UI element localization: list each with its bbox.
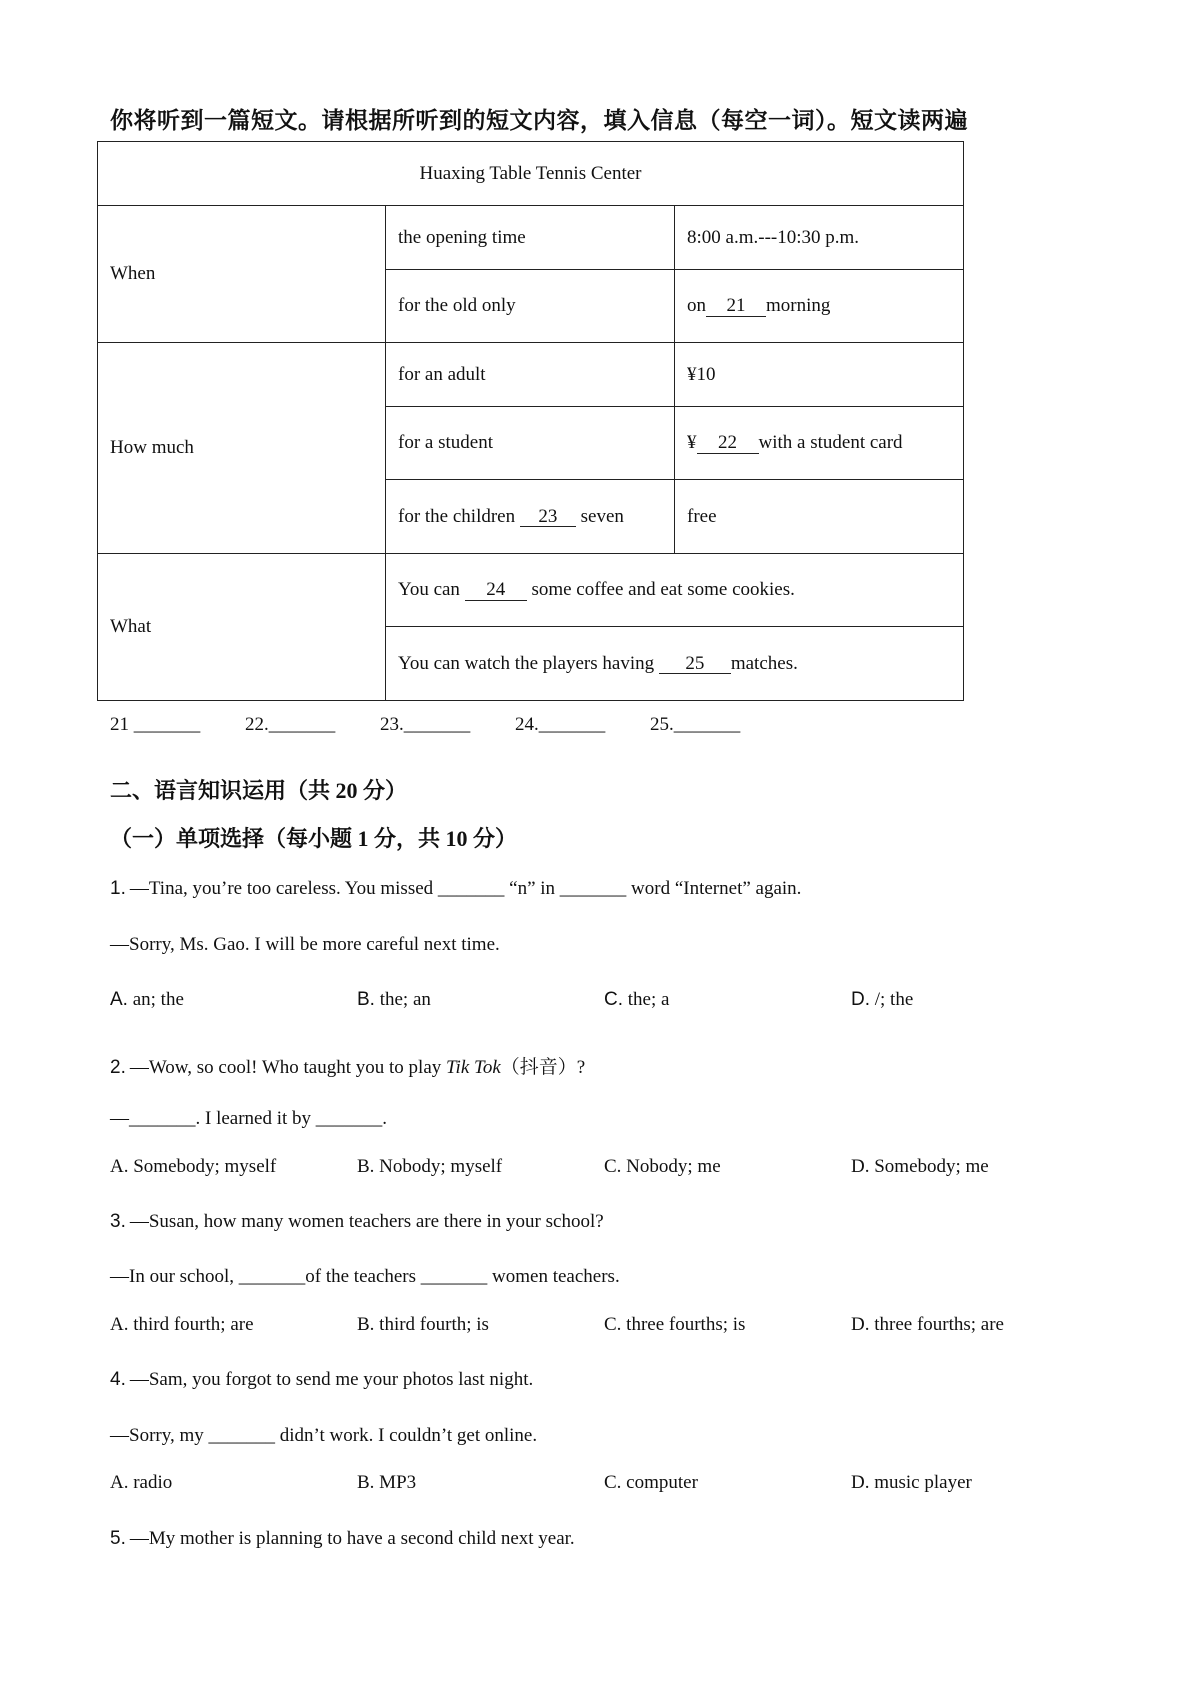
option-4c[interactable]: C. computer bbox=[604, 1472, 698, 1493]
question-3-line2: —In our school, _______of the teachers _______ women teachers. bbox=[110, 1266, 620, 1287]
question-1-line1 bbox=[110, 878, 801, 900]
blank-21: 21 bbox=[706, 296, 766, 317]
question-3-line1 bbox=[110, 1211, 604, 1233]
option-3d[interactable]: D. three fourths; are bbox=[851, 1314, 1004, 1335]
cell-old-only-label: for the old only bbox=[386, 270, 675, 343]
option-letter: C. bbox=[604, 989, 623, 1010]
question-2-line1 bbox=[110, 1052, 585, 1079]
children-prefix: for the children bbox=[398, 505, 516, 527]
what2-suffix: matches. bbox=[730, 652, 798, 674]
row-label-how-much: How much bbox=[98, 343, 386, 554]
cell-old-only-value bbox=[675, 270, 964, 343]
blank-24: 24 bbox=[465, 580, 527, 601]
question-number: 3. bbox=[110, 1211, 126, 1232]
row-label-when: When bbox=[98, 206, 386, 343]
blank-23: 23 bbox=[520, 507, 576, 528]
question-number: 2. bbox=[110, 1057, 126, 1078]
option-text: the; a bbox=[623, 989, 670, 1010]
question-italic-text: Tik Tok bbox=[446, 1057, 501, 1078]
cell-opening-time-label: the opening time bbox=[386, 206, 675, 270]
info-table bbox=[97, 141, 964, 701]
question-2-line2: —_______. I learned it by _______. bbox=[110, 1108, 388, 1129]
option-letter: D. bbox=[851, 989, 870, 1010]
option-3a[interactable]: A. third fourth; are bbox=[110, 1314, 254, 1335]
option-2c[interactable]: C. Nobody; me bbox=[604, 1156, 721, 1177]
question-number: 5. bbox=[110, 1528, 126, 1549]
option-text: an; the bbox=[127, 989, 184, 1010]
question-text: —My mother is planning to have a second child next year. bbox=[129, 1528, 575, 1549]
cell-what-1 bbox=[386, 554, 964, 627]
cell-student-value bbox=[675, 407, 964, 480]
option-text: the; an bbox=[374, 989, 431, 1010]
answer-blank-24: 24._______ bbox=[515, 714, 606, 735]
answer-blank-22: 22._______ bbox=[245, 714, 336, 735]
cell-children-label bbox=[386, 480, 675, 554]
question-4-line2: —Sorry, my _______ didn’t work. I couldn’t get online. bbox=[110, 1425, 538, 1446]
old-only-prefix: on bbox=[687, 295, 706, 316]
old-only-suffix: morning bbox=[766, 295, 831, 316]
option-text: /; the bbox=[870, 989, 914, 1010]
student-suffix: with a student card bbox=[758, 432, 903, 453]
question-4-line1 bbox=[110, 1369, 533, 1391]
option-4b[interactable]: B. MP3 bbox=[357, 1472, 417, 1493]
question-number: 4. bbox=[110, 1369, 126, 1390]
what1-prefix: You can bbox=[398, 579, 460, 600]
option-3c[interactable]: C. three fourths; is bbox=[604, 1314, 746, 1335]
question-text: —Tina, you’re too careless. You missed _______ “n” in _______ word “Internet” again. bbox=[129, 878, 802, 899]
cell-adult-value: ¥10 bbox=[675, 343, 964, 407]
option-2d[interactable]: D. Somebody; me bbox=[851, 1156, 989, 1177]
question-text: —Sam, you forgot to send me your photos last night. bbox=[129, 1369, 534, 1390]
cell-opening-time-value: 8:00 a.m.---10:30 p.m. bbox=[675, 206, 964, 270]
subsection-title: （一）单项选择（每小题 1 分，共 10 分） bbox=[110, 826, 518, 851]
option-2b[interactable]: B. Nobody; myself bbox=[357, 1156, 503, 1177]
option-4a[interactable]: A. radio bbox=[110, 1472, 173, 1493]
table-title: Huaxing Table Tennis Center bbox=[98, 142, 964, 206]
blank-25: 25 bbox=[659, 654, 731, 675]
blank-22: 22 bbox=[697, 433, 759, 454]
children-suffix: seven bbox=[580, 505, 624, 527]
option-4d[interactable]: D. music player bbox=[851, 1472, 972, 1493]
section-title: 二、语言知识运用（共 20 分） bbox=[110, 778, 408, 803]
question-text-suffix: （抖音）? bbox=[500, 1057, 586, 1078]
option-2a[interactable]: A. Somebody; myself bbox=[110, 1156, 277, 1177]
row-label-what: What bbox=[98, 554, 386, 701]
option-3b[interactable]: B. third fourth; is bbox=[357, 1314, 489, 1335]
option-1c[interactable] bbox=[604, 989, 669, 1011]
cell-student-label: for a student bbox=[386, 407, 675, 480]
option-1a[interactable] bbox=[110, 989, 184, 1011]
option-1b[interactable] bbox=[357, 989, 431, 1011]
option-letter: B. bbox=[357, 989, 375, 1010]
what1-suffix: some coffee and eat some cookies. bbox=[531, 579, 795, 600]
cell-adult-label: for an adult bbox=[386, 343, 675, 407]
option-letter: A. bbox=[110, 989, 128, 1010]
what2-prefix: You can watch the players having bbox=[398, 652, 655, 674]
cell-what-2 bbox=[386, 627, 964, 701]
question-text: —Wow, so cool! Who taught you to play bbox=[129, 1057, 447, 1078]
answer-blank-23: 23._______ bbox=[380, 714, 471, 735]
option-1d[interactable] bbox=[851, 989, 913, 1011]
cell-children-value: free bbox=[675, 480, 964, 554]
question-number: 1. bbox=[110, 878, 126, 899]
question-text: —Susan, how many women teachers are there in your school? bbox=[129, 1211, 604, 1232]
answer-blank-25: 25._______ bbox=[650, 714, 741, 735]
listening-instruction: 你将听到一篇短文。请根据所听到的短文内容，填入信息（每空一词）。短文读两遍 bbox=[110, 108, 968, 133]
question-1-line2: —Sorry, Ms. Gao. I will be more careful next time. bbox=[110, 934, 500, 955]
question-5-line1 bbox=[110, 1528, 575, 1550]
answer-blank-21: 21 _______ bbox=[110, 714, 201, 735]
student-prefix: ¥ bbox=[687, 432, 697, 453]
